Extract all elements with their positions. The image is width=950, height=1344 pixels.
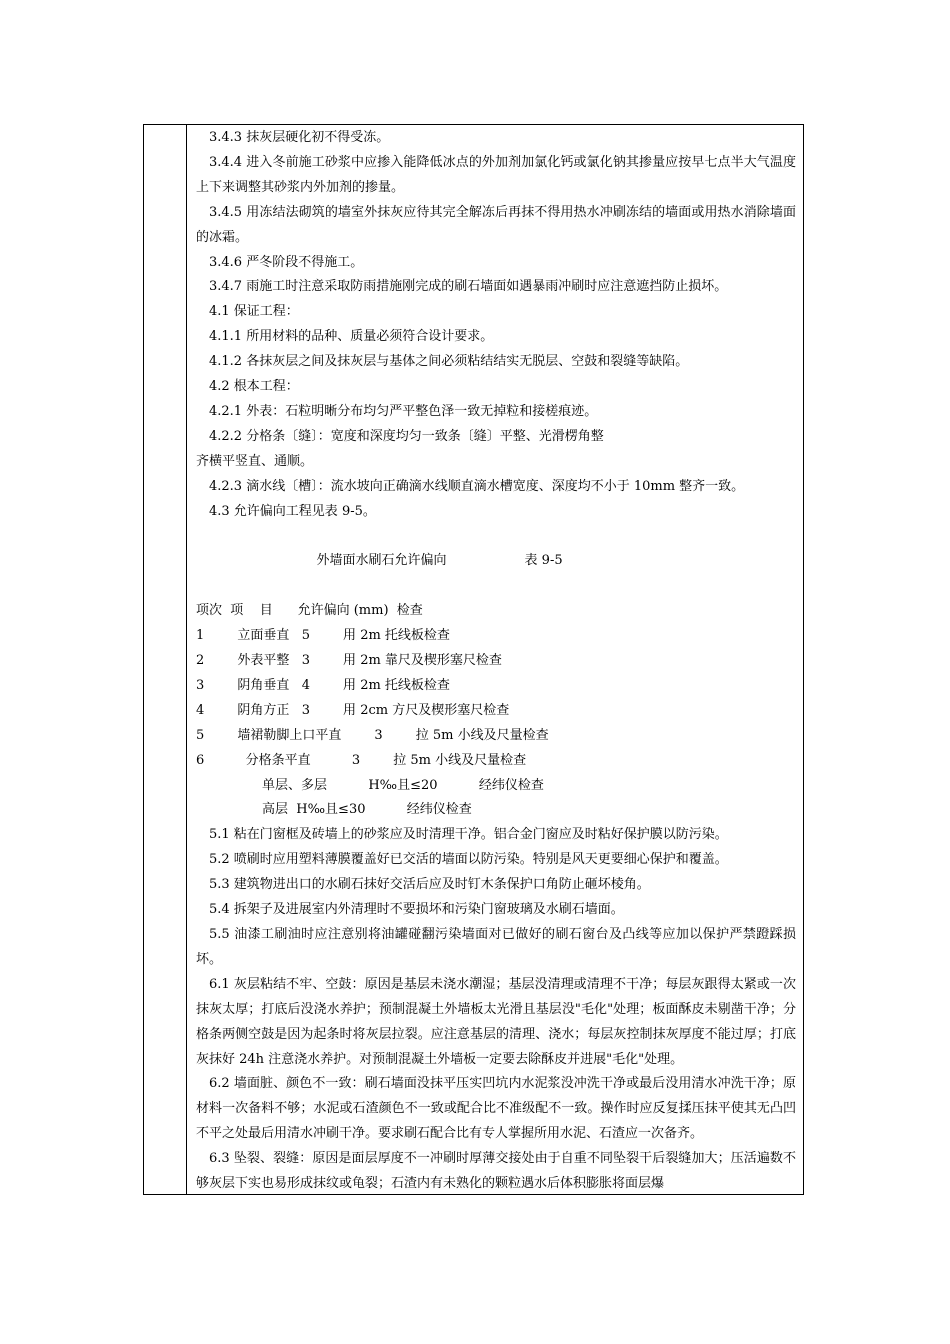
table-row-text: 单层、多层 H‰且≤20 经纬仪检查: [262, 777, 544, 793]
table-row: [196, 798, 796, 823]
table-title: 外墙面水刷石允许偏向: [316, 553, 447, 569]
section-5-4: 5.4 拆架子及进展室内外清理时不要损坏和污染门窗玻璃及水刷石墙面。: [209, 902, 624, 918]
section-4-1-2: 4.1.2 各抹灰层之间及抹灰层与基体之间必须粘结结实无脱层、空鼓和裂缝等缺陷。: [209, 354, 689, 370]
section-6-1: 6.1 灰层粘结不牢、空鼓：原因是基层未浇水潮湿；基层没清理或清理不干净；每层灰跟得太紧或一次抹灰太厚；打底后没浇水养护；预制混凝土外墙板太光滑且基层没"毛化"处理；板面酥皮未剔凿干净；分格条两侧空鼓是因为起条时将灰层拉裂。应注意基层的清理、浇水；每层灰控制抹灰厚度不能过厚；打底灰抹好 24h 注意浇水养护。对预制混凝土外墙板一定要去除酥皮并进展"毛化"处理。: [196, 976, 796, 1067]
table-header: 项次 项 目 允许偏向 (mm) 检查: [196, 603, 423, 619]
section-5-3: 5.3 建筑物进出口的水刷石抹好交活后应及时钉木条保护口角防止砸坏棱角。: [209, 877, 650, 893]
table-number: 表 9-5: [524, 553, 563, 569]
section-4-2-3: 4.2.3 滴水线〔槽〕：流水坡向正确滴水线顺直滴水槽宽度、深度均不小于 10mm 整齐一致。: [209, 478, 745, 494]
table-row: 2 外表平整 3 用 2m 靠尺及楔形塞尺检查: [196, 653, 502, 669]
section-3-4-3: 3.4.3 抹灰层硬化初不得受冻。: [209, 130, 390, 145]
section-4-3: 4.3 允许偏向工程见表 9-5。: [209, 503, 376, 519]
section-5-2: 5.2 喷刷时应用塑料薄膜覆盖好已交活的墙面以防污染。特别是风天更要细心保护和覆盖。: [209, 852, 728, 868]
section-5-1: 5.1 粘在门窗框及砖墙上的砂浆应及时清理干净。铝合金门窗应及时粘好保护膜以防污染。: [209, 827, 728, 843]
section-6-2: 6.2 墙面脏、颜色不一致：刷石墙面没抹平压实凹坑内水泥浆没冲洗干净或最后没用清水冲洗干净；原材料一次备料不够；水泥或石渣颜色不一致或配合比不准级配不一致。操作时应反复揉压抹平使其无凸凹不平之处最后用清水冲刷干净。要求刷石配合比有专人掌握所用水泥、石渣应一次备齐。: [196, 1076, 796, 1142]
section-4-1: 4.1 保证工程：: [209, 304, 299, 320]
table-row: 4 阴角方正 3 用 2cm 方尺及楔形塞尺检查: [196, 702, 510, 718]
section-3-4-7: 3.4.7 雨施工时注意采取防雨措施刚完成的刷石墙面如遇暴雨冲刷时应注意遮挡防止损坏。: [209, 279, 728, 295]
document-body: [196, 126, 796, 1197]
section-3-4-4: 3.4.4 进入冬前施工砂浆中应掺入能降低冰点的外加剂加氯化钙或氯化钠其掺量应按早七点半大气温度上下来调整其砂浆内外加剂的掺量。: [196, 154, 796, 195]
section-3-4-6: 3.4.6 严冬阶段不得施工。: [209, 254, 364, 270]
section-4-1-1: 4.1.1 所用材料的品种、质量必须符合设计要求。: [209, 329, 494, 345]
section-3-4-5: 3.4.5 用冻结法砌筑的墙室外抹灰应待其完全解冻后再抹不得用热水冲刷冻结的墙面或用热水消除墙面的冰霜。: [196, 204, 796, 245]
table-row-text: 高层 H‰且≤30 经纬仪检查: [262, 802, 472, 818]
section-4-2: 4.2 根本工程：: [209, 379, 299, 395]
table-row: 5 墙裙勒脚上口平直 3 拉 5m 小线及尺量检查: [196, 727, 549, 743]
section-4-2-2-line2: 齐横平竖直、通顺。: [196, 453, 314, 469]
table-row: 3 阴角垂直 4 用 2m 托线板检查: [196, 677, 450, 693]
table-row: 1 立面垂直 5 用 2m 托线板检查: [196, 628, 450, 644]
section-6-3: 6.3 坠裂、裂缝：原因是面层厚度不一冲刷时厚薄交接处由于自重不同坠裂干后裂缝加大；压活遍数不够灰层下实也易形成抹纹或龟裂；石渣内有未熟化的颗粒遇水后体积膨胀将面层爆: [196, 1151, 796, 1192]
section-4-2-2-line1: 4.2.2 分格条〔缝〕：宽度和深度均匀一致条〔缝〕平整、光滑楞角整: [209, 428, 604, 444]
table-row: [196, 774, 796, 799]
column-divider: [186, 124, 187, 1195]
section-4-2-1: 4.2.1 外表：石粒明晰分布均匀严平整色泽一致无掉粒和接槎痕迹。: [209, 403, 598, 419]
table-row: 6 分格条平直 3 拉 5m 小线及尺量检查: [196, 752, 527, 768]
section-5-5: 5.5 油漆工刷油时应注意别将油罐碰翻污染墙面对已做好的刷石窗台及凸线等应加以保护严禁蹬踩损坏。: [196, 927, 796, 967]
table-caption: [196, 525, 796, 600]
